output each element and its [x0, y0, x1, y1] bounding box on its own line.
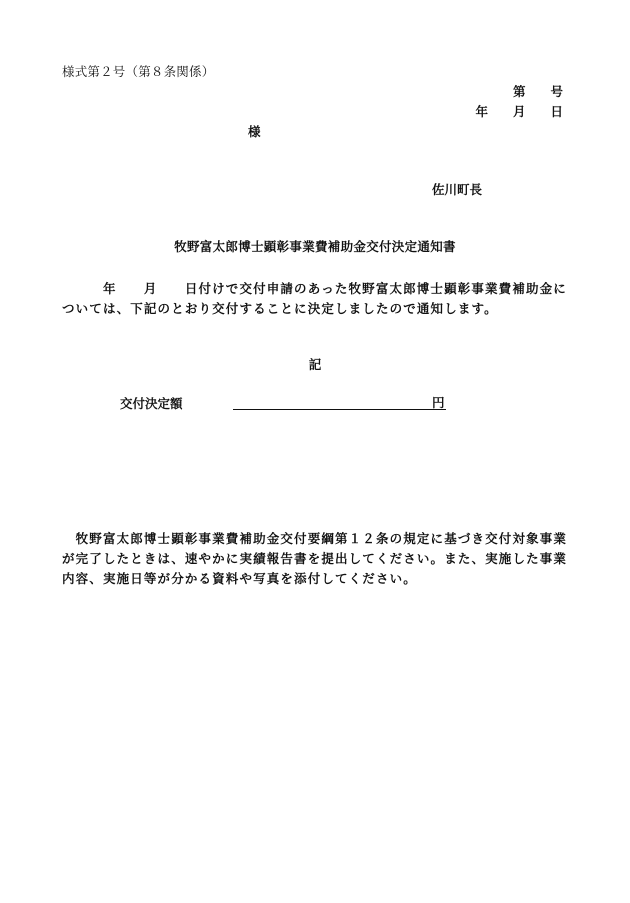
form-number: 様式第２号（第８条関係） [62, 64, 215, 79]
document-number: 第 号 [512, 84, 563, 99]
issuer-name: 佐川町長 [432, 182, 483, 197]
notice-paragraph: 牧野富太郎博士顕彰事業費補助金交付要綱第１２条の規定に基づき交付対象事業が完了したときは、速やかに実績報告書を提出してください。また、実施した事業内容、実施日等が分かる資料や写真を添付してください。 [62, 531, 568, 586]
body-paragraph: 年 月 日付けで交付申請のあった牧野富太郎博士顕彰事業費補助金については、下記のとおり交付することに決定しましたので通知します。 [62, 281, 567, 316]
amount-underline [233, 409, 446, 410]
document-title: 牧野富太郎博士顕彰事業費補助金交付決定通知書 [174, 239, 456, 254]
addressee-suffix: 様 [248, 124, 261, 139]
ki-heading: 記 [308, 357, 322, 372]
amount-unit: 円 [432, 395, 445, 410]
amount-label: 交付決定額 [120, 396, 183, 411]
issue-date: 年 月 日 [475, 104, 563, 119]
